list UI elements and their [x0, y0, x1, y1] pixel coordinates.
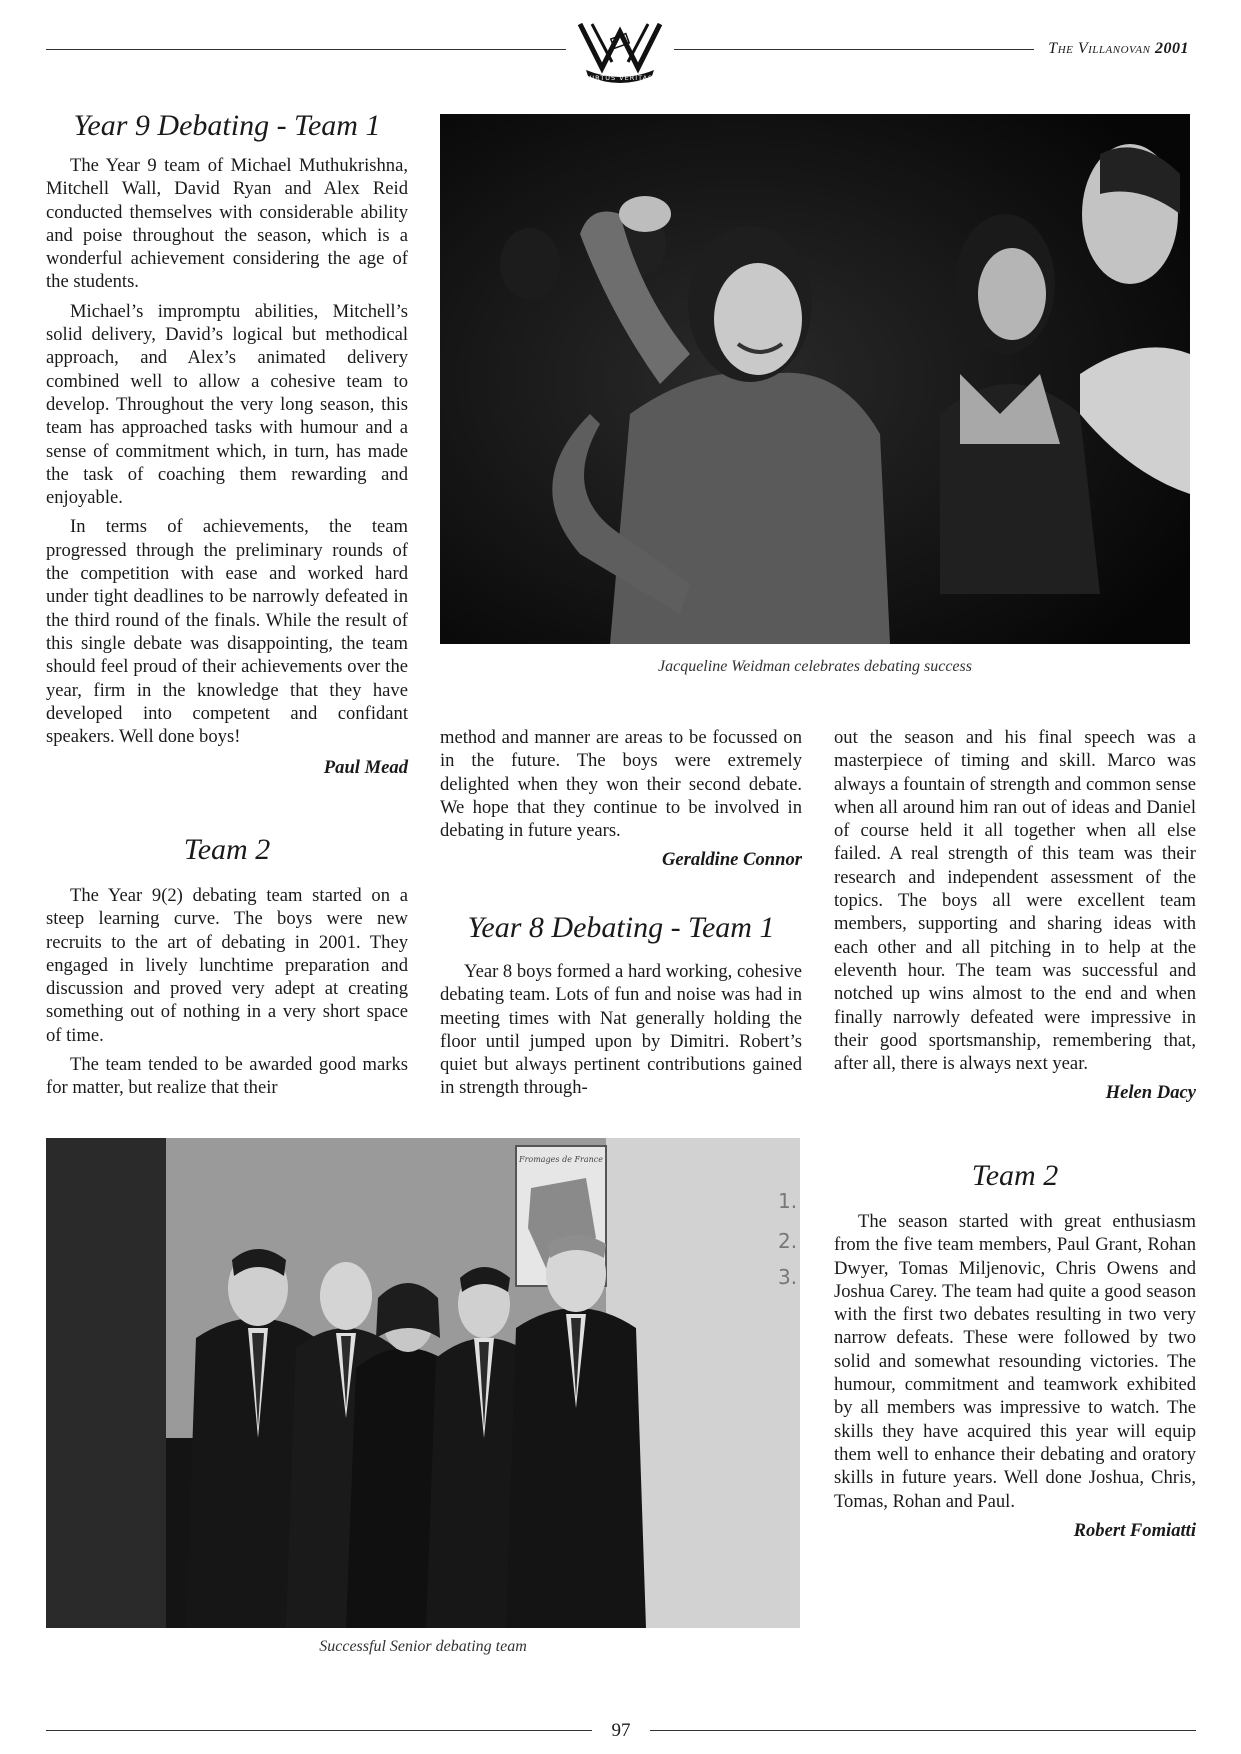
header-rule-left — [46, 49, 566, 50]
signature-robert-fomiatti: Robert Fomiatti — [1073, 1519, 1196, 1541]
board-mark: 2. — [778, 1229, 798, 1253]
header-rule-right — [674, 49, 1034, 50]
signature-paul-mead: Paul Mead — [323, 757, 408, 779]
year9-team2-continuation-text: method and manner are areas to be focussed on in the future. The boys were extremely delighted when they won their second debate. We hope that they continue to be involved in debating in future years. — [440, 727, 802, 842]
year8-team1-article — [440, 910, 802, 1106]
year8-team1-continuation-text: out the season and his final speech was a masterpiece of timing and skill. Marco was always a fountain of strength and common sense when all around him ran out of ideas and Daniel of course held it all together when all else failed. A real strength of this team was their research and independent assessment of the topics. The boys all were excellent team members, supporting and sharing ideas with each other and all pitching in to help at the eleventh hour. The team was successful and notched up wins almost to the end and when finally narrowly defeated were impressive in their good sportsmanship, remembering that, after all, there is always next year. — [834, 727, 1196, 1075]
board-mark: 3. — [778, 1265, 798, 1289]
year9-team1-heading: Year 9 Debating - Team 1 — [73, 109, 381, 142]
signature-helen-dacy: Helen Dacy — [1105, 1082, 1196, 1104]
year9-team1-paragraph: Michael’s impromptu abilities, Mitchell’s solid delivery, David’s logical but methodical approach, and Alex’s animated delivery combined well to allow a cohesive team to develop. Throughout the very long season, this team has approached tasks with humour and a sense of commitment which, in turn, has made the task of coaching them rewarding and enjoyable. — [46, 300, 408, 509]
svg-text:VIRTUS VERITAS: VIRTUS VERITAS — [586, 74, 654, 82]
year8-team2-article — [834, 1158, 1196, 1542]
publication-title: The Villanovan — [1048, 40, 1151, 57]
senior-team-photo — [46, 1138, 800, 1628]
year8-team2-heading: Team 2 — [971, 1159, 1059, 1192]
year9-team2-paragraph: The Year 9(2) debating team started on a steep learning curve. The boys were new recruits to the art of debating in 2001. They engaged in lively lunchtime preparation and discussion and proved very adept at creating something out of nothing in a very short space of time. — [46, 885, 408, 1046]
year9-team1-paragraph: The Year 9 team of Michael Muthukrishna, Mitchell Wall, David Ryan and Alex Reid conducted themselves with considerable ability and poise throughout the season, which is a wonderful achievement considering the age of the students. — [46, 155, 408, 293]
year9-team2-continuation — [440, 726, 802, 872]
year8-team1-continuation — [834, 726, 1196, 1105]
year9-team2-heading: Team 2 — [183, 833, 271, 866]
year9-team2-article — [46, 832, 408, 1106]
celebration-caption: Jacqueline Weidman celebrates debating success — [658, 658, 972, 675]
year8-team2-paragraph: The season started with great enthusiasm from the five team members, Paul Grant, Rohan Dwyer, Tomas Miljenovic, Chris Owens and Joshua Carey. The team had quite a good season with the first two debates resulting in two very narrow defeats. These were followed by two solid and somewhat resounding victories. The humour, commitment and teamwork exhibited by all members was impressive to watch. The skills they have acquired this year will equip them well to enhance their debating and oratory skills in future years. Well done Joshua, Chris, Tomas, Rohan and Paul. — [834, 1211, 1196, 1512]
page-number: 97 — [611, 1720, 631, 1741]
signature-geraldine-connor: Geraldine Connor — [662, 849, 802, 871]
running-header — [1048, 40, 1189, 58]
year9-team1-paragraph: In terms of achievements, the team progressed through the preliminary rounds of the competition with ease and worked hard under tight deadlines to be narrowly defeated in the third round of the finals. While the result of this single debate was disappointing, the team should feel proud of their achievements over the year, firm in the knowledge that they have developed into competent and confidant speakers. Well done boys! — [46, 516, 408, 748]
board-mark: 1. — [778, 1189, 798, 1213]
footer-rule-right — [650, 1730, 1196, 1731]
school-crest-logo — [572, 18, 668, 84]
senior-team-caption: Successful Senior debating team — [319, 1638, 527, 1655]
year9-team2-paragraph: The team tended to be awarded good marks for matter, but realize that their — [46, 1054, 408, 1099]
poster-text: Fromages de France — [519, 1155, 603, 1164]
publication-year: 2001 — [1155, 40, 1189, 57]
footer-rule-left — [46, 1730, 592, 1731]
year8-team1-heading: Year 8 Debating - Team 1 — [467, 911, 775, 944]
year8-team1-paragraph: Year 8 boys formed a hard working, cohesive debating team. Lots of fun and noise was had in meeting times with Nat generally holding the floor until jumped upon by Dimitri. Robert’s quiet but always pertinent contributions gained in strength through- — [440, 961, 802, 1099]
celebration-photo — [440, 114, 1190, 644]
year9-team1-article — [46, 108, 408, 780]
